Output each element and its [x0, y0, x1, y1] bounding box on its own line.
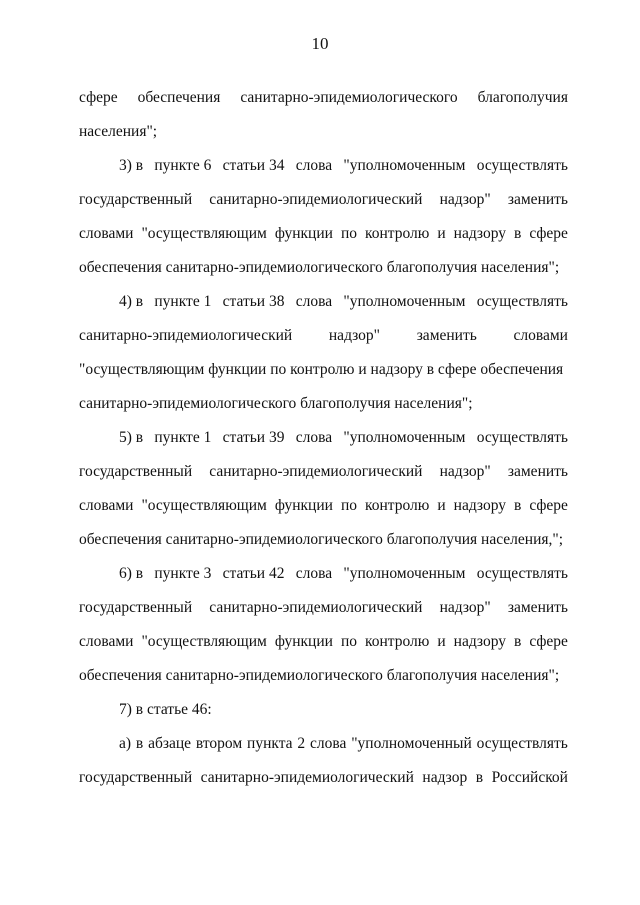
- word: слова: [295, 565, 333, 582]
- word: и: [437, 225, 446, 242]
- word: сфере: [529, 633, 568, 650]
- text-line: "осуществляющим функции по контролю и надзору в сфере обеспечения: [79, 361, 564, 378]
- word: надзор": [328, 327, 380, 344]
- word: государственный: [79, 463, 193, 480]
- word: слова: [295, 293, 333, 310]
- text-line: [119, 155, 568, 177]
- text-line: [79, 223, 568, 245]
- word: санитарно-эпидемиологический: [209, 599, 423, 616]
- word: словами: [79, 225, 134, 242]
- word: 2: [297, 735, 306, 752]
- word: санитарно-эпидемиологический: [209, 191, 423, 208]
- word: статьи 42: [222, 565, 285, 582]
- word: государственный: [79, 769, 193, 786]
- text-line: 7) в статье 46:: [119, 701, 212, 718]
- text-line: [119, 563, 568, 585]
- word: 4) в: [119, 293, 144, 310]
- text-line: [79, 631, 568, 653]
- word: осуществлять: [476, 157, 568, 174]
- word: функции: [274, 633, 333, 650]
- word: санитарно-эпидемиологический: [209, 463, 423, 480]
- word: заменить: [507, 463, 568, 480]
- word: словами: [513, 327, 568, 344]
- text-line: обеспечения санитарно-эпидемиологического благополучия населения";: [79, 259, 560, 276]
- word: осуществлять: [476, 429, 568, 446]
- text-line: обеспечения санитарно-эпидемиологического благополучия населения";: [79, 667, 560, 684]
- word: сфере: [79, 89, 118, 106]
- word: надзору: [453, 225, 506, 242]
- word: а): [119, 735, 132, 752]
- word: "уполномоченным: [343, 429, 466, 446]
- word: и: [437, 497, 446, 514]
- text-line: населения";: [79, 123, 158, 140]
- word: пункте 1: [154, 429, 212, 446]
- word: благополучия: [477, 89, 568, 106]
- word: в: [513, 633, 522, 650]
- text-line: [79, 87, 568, 109]
- word: 5) в: [119, 429, 144, 446]
- word: слова: [295, 157, 333, 174]
- word: 6) в: [119, 565, 144, 582]
- text-line: [119, 733, 568, 755]
- word: сфере: [529, 225, 568, 242]
- word: санитарно-эпидемиологический: [79, 327, 293, 344]
- word: контролю: [364, 497, 430, 514]
- word: в: [135, 735, 144, 752]
- word: словами: [79, 633, 134, 650]
- word: втором: [195, 735, 243, 752]
- page-number: 10: [311, 34, 329, 53]
- word: государственный: [79, 191, 193, 208]
- word: пункта: [247, 735, 293, 752]
- text-line: [119, 291, 568, 313]
- word: в: [475, 769, 484, 786]
- word: статьи 38: [222, 293, 285, 310]
- text-line: [79, 495, 568, 517]
- word: надзору: [453, 633, 506, 650]
- word: контролю: [364, 225, 430, 242]
- word: "уполномоченным: [343, 565, 466, 582]
- word: в: [513, 497, 522, 514]
- text-line: [79, 461, 568, 483]
- word: "уполномоченным: [343, 293, 466, 310]
- word: и: [437, 633, 446, 650]
- word: "осуществляющим: [141, 225, 267, 242]
- word: государственный: [79, 599, 193, 616]
- word: "осуществляющим: [141, 633, 267, 650]
- word: слова: [310, 735, 347, 752]
- word: в: [513, 225, 522, 242]
- word: надзор: [422, 769, 468, 786]
- word: сфере: [529, 497, 568, 514]
- word: заменить: [507, 599, 568, 616]
- word: пункте 1: [154, 293, 212, 310]
- text-line: [79, 767, 568, 789]
- word: заменить: [507, 191, 568, 208]
- word: по: [340, 633, 357, 650]
- word: абзаце: [148, 735, 192, 752]
- text-line: обеспечения санитарно-эпидемиологического благополучия населения,";: [79, 531, 564, 548]
- text-line: [79, 325, 568, 347]
- word: функции: [274, 225, 333, 242]
- word: пункте 3: [154, 565, 212, 582]
- word: по: [340, 497, 357, 514]
- word: осуществлять: [476, 293, 568, 310]
- word: надзор": [439, 191, 491, 208]
- text-line: [79, 597, 568, 619]
- word: "уполномоченным: [343, 157, 466, 174]
- word: санитарно-эпидемиологический: [200, 769, 414, 786]
- word: осуществлять: [476, 735, 568, 752]
- word: осуществлять: [476, 565, 568, 582]
- word: по: [340, 225, 357, 242]
- text-line: санитарно-эпидемиологического благополучия населения";: [79, 395, 473, 412]
- word: словами: [79, 497, 134, 514]
- word: надзор": [439, 463, 491, 480]
- word: заменить: [416, 327, 477, 344]
- word: 3) в: [119, 157, 144, 174]
- word: надзор": [439, 599, 491, 616]
- word: надзору: [453, 497, 506, 514]
- word: пункте 6: [154, 157, 212, 174]
- word: "уполномоченный: [351, 735, 472, 752]
- text-line: [119, 427, 568, 449]
- word: слова: [295, 429, 333, 446]
- word: контролю: [364, 633, 430, 650]
- word: функции: [274, 497, 333, 514]
- word: санитарно-эпидемиологического: [240, 89, 458, 106]
- word: статьи 34: [222, 157, 285, 174]
- word: статьи 39: [222, 429, 285, 446]
- text-line: [79, 189, 568, 211]
- word: обеспечения: [137, 89, 221, 106]
- word: "осуществляющим: [141, 497, 267, 514]
- word: Российской: [491, 769, 568, 786]
